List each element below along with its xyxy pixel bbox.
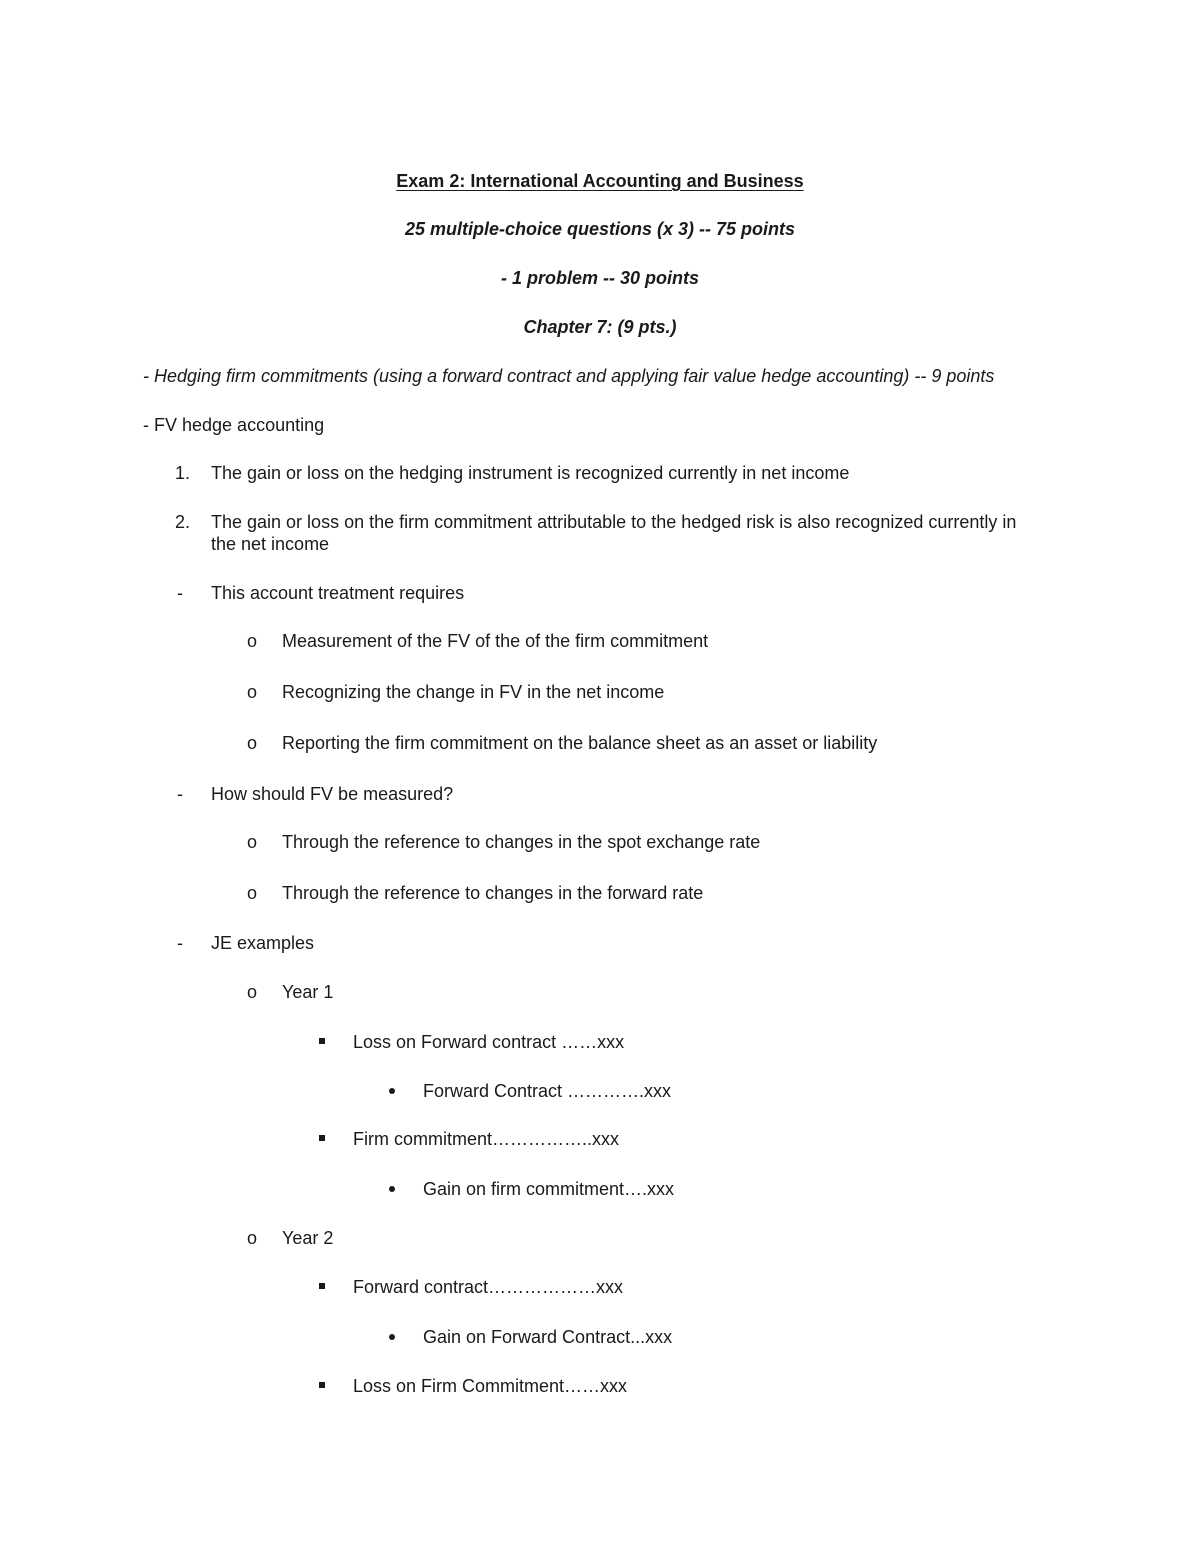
exam-title: Exam 2: International Accounting and Business: [396, 171, 804, 191]
problem-line: - 1 problem -- 30 points: [500, 268, 700, 288]
treatment-item-1: Measurement of the FV of the of the firm commitment: [282, 631, 709, 651]
round-bullet-icon: [389, 1186, 395, 1192]
measure-heading: How should FV be measured?: [211, 784, 454, 804]
je-entry: Loss on Forward contract ……xxx: [353, 1032, 625, 1052]
je-entry: Forward contract………………xxx: [353, 1277, 624, 1297]
circle-bullet-icon: o: [247, 682, 258, 702]
measure-item-1: Through the reference to changes in the spot exchange rate: [282, 832, 761, 852]
dash-marker: -: [177, 933, 183, 953]
je-sub-entry: Forward Contract ………….xxx: [423, 1081, 672, 1101]
numbered-item-1: The gain or loss on the hedging instrument is recognized currently in net income: [211, 463, 850, 483]
list-number-2: 2.: [175, 512, 191, 532]
treatment-heading: This account treatment requires: [211, 583, 465, 603]
circle-bullet-icon: o: [247, 631, 258, 651]
year-2-label: Year 2: [282, 1228, 334, 1248]
multiple-choice-line: 25 multiple-choice questions (x 3) -- 75 points: [404, 219, 796, 239]
square-bullet-icon: [319, 1283, 325, 1289]
round-bullet-icon: [389, 1334, 395, 1340]
square-bullet-icon: [319, 1135, 325, 1141]
square-bullet-icon: [319, 1038, 325, 1044]
treatment-item-2: Recognizing the change in FV in the net income: [282, 682, 665, 702]
year-1-label: Year 1: [282, 982, 334, 1002]
dash-marker: -: [177, 784, 183, 804]
square-bullet-icon: [319, 1382, 325, 1388]
je-heading: JE examples: [211, 933, 315, 953]
circle-bullet-icon: o: [247, 832, 258, 852]
measure-item-2: Through the reference to changes in the forward rate: [282, 883, 704, 903]
circle-bullet-icon: o: [247, 1228, 258, 1248]
list-number-1: 1.: [175, 463, 191, 483]
numbered-item-2: The gain or loss on the firm commitment attributable to the hedged risk is also recognized currently in: [211, 512, 1017, 532]
hedging-line: - Hedging firm commitments (using a forward contract and applying fair value hedge accounting) -- 9 points: [143, 366, 995, 386]
circle-bullet-icon: o: [247, 733, 258, 753]
round-bullet-icon: [389, 1088, 395, 1094]
je-entry: Firm commitment……………..xxx: [353, 1129, 620, 1149]
treatment-item-3: Reporting the firm commitment on the balance sheet as an asset or liability: [282, 733, 878, 753]
dash-marker: -: [177, 583, 183, 603]
je-sub-entry: Gain on Forward Contract...xxx: [423, 1327, 673, 1347]
chapter-heading: Chapter 7: (9 pts.): [523, 317, 677, 337]
fv-hedge-heading: - FV hedge accounting: [143, 415, 325, 435]
numbered-item-2-continued: the net income: [211, 534, 330, 554]
circle-bullet-icon: o: [247, 982, 258, 1002]
je-sub-entry: Gain on firm commitment….xxx: [423, 1179, 675, 1199]
je-entry: Loss on Firm Commitment……xxx: [353, 1376, 628, 1396]
circle-bullet-icon: o: [247, 883, 258, 903]
